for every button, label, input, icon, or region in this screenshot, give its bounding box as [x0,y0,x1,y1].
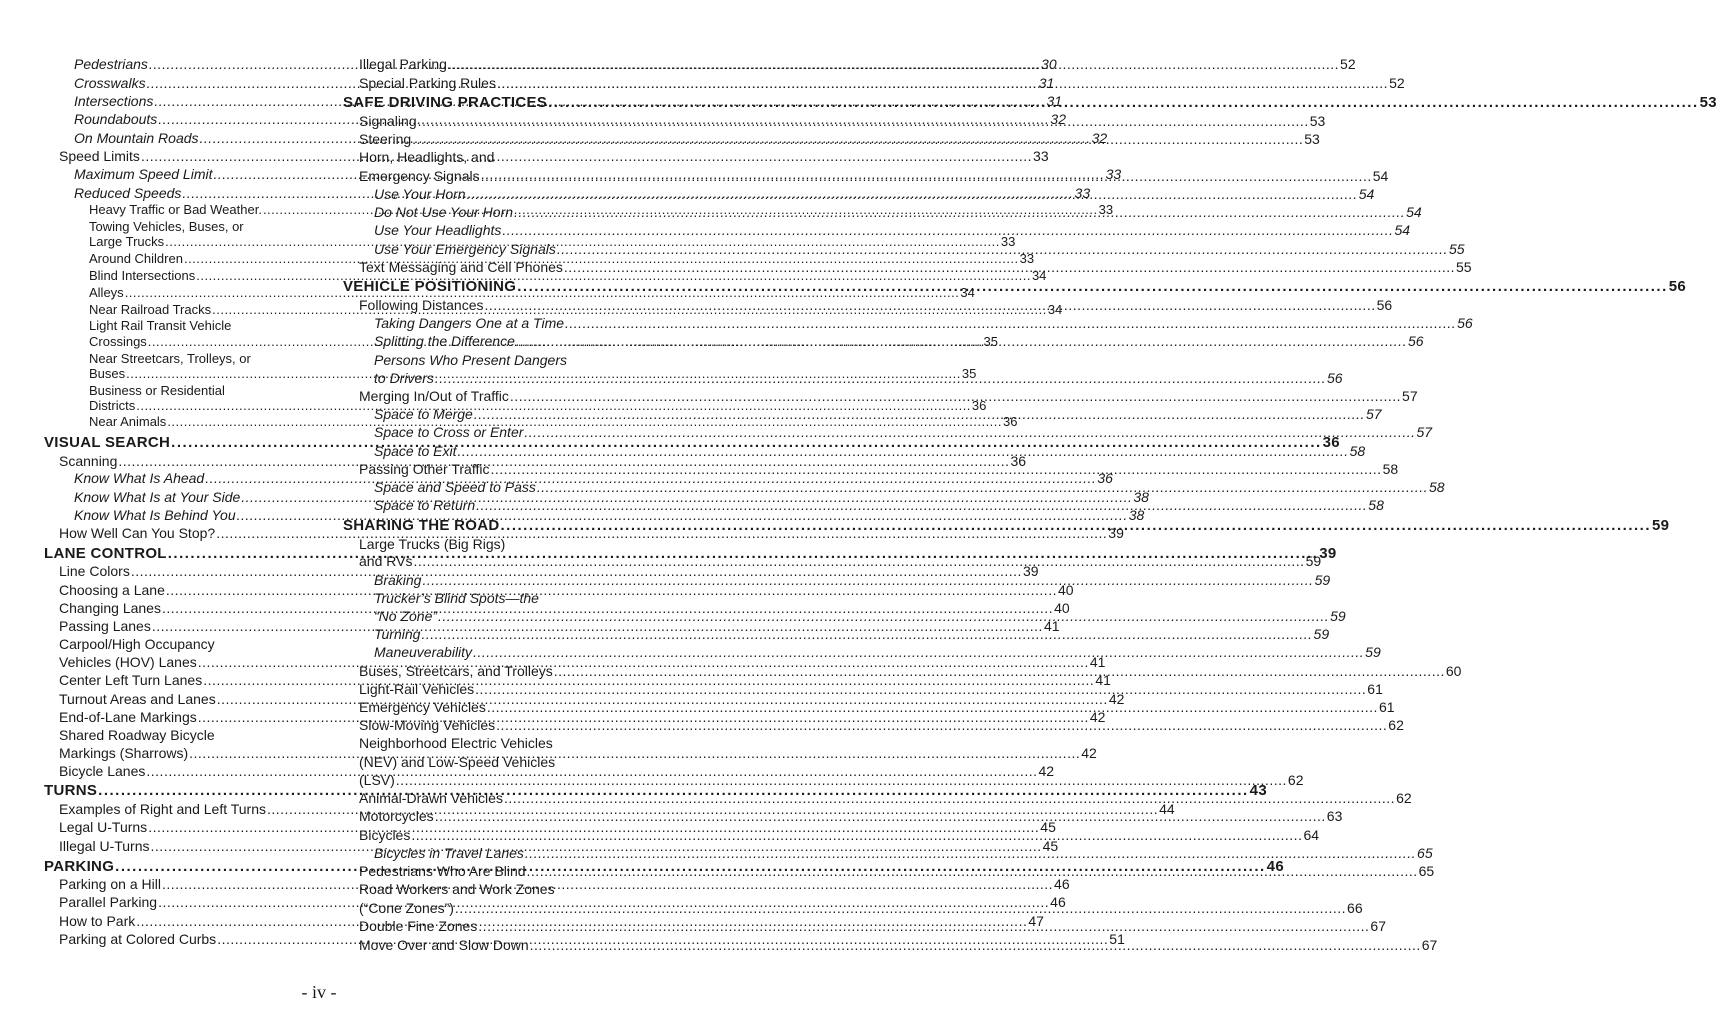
toc-page-number: 59 [1365,644,1381,660]
toc-entry [359,553,1322,569]
toc-entry-title: Illegal Parking [359,56,447,72]
toc-entry-title: Crosswalks [74,75,146,91]
dot-leader [421,626,1312,642]
toc-entry-title: Know What Is Ahead [74,470,205,486]
toc-page-number: 33 [1033,148,1049,164]
toc-entry-title: Line Colors [59,563,130,579]
toc-entry [59,563,1039,579]
toc-entry-title: Scanning [59,453,118,469]
toc-page-number: 35 [961,366,977,381]
toc-entry-title: Braking [374,572,422,588]
toc-entry [374,222,1411,238]
dot-leader [496,717,1387,733]
toc-page-number: 53 [1309,113,1326,129]
toc-entry [374,572,1331,588]
toc-page-number: 36 [1322,434,1340,451]
toc-entry-title: Turning [374,626,421,642]
toc-entry [359,149,494,165]
toc-entry [374,644,1381,660]
toc-page-number: 46 [1266,858,1284,875]
toc-page-number: 36 [971,398,987,413]
toc-entry [374,424,1433,440]
toc-page-number: 33 [1074,185,1091,201]
toc-page-number: 35 [983,334,998,349]
toc-entry-title: Use Your Emergency Signals [374,241,556,257]
toc-page-number: 30 [1041,56,1057,72]
toc-entry-title: Business or Residential [89,383,225,398]
dot-leader [487,699,1378,715]
toc-entry-title: Districts [89,398,136,413]
toc-page-number: 55 [1456,259,1472,275]
toc-entry [59,672,1111,688]
toc-page-number: 65 [1417,845,1433,861]
dot-leader [413,553,1304,569]
toc-entry [359,881,555,897]
toc-entry-title: Trucker’s Blind Spots—the [374,590,539,606]
toc-page-number: 62 [1287,772,1304,788]
toc-page-number: 56 [1327,370,1343,386]
toc-entry-title: Text Messaging and Cell Phones [359,259,563,275]
dot-leader [516,333,1407,349]
toc-entry-title: “No Zone” [374,608,438,624]
toc-entry-title: Slow-Moving Vehicles [359,717,496,733]
toc-entry-title: Parking at Colored Curbs [59,931,217,947]
page-number: - iv - [301,982,337,1002]
toc-entry-title: PARKING [44,858,115,875]
toc-entry-title: Parking on a Hill [59,876,161,892]
toc-page-number: 61 [1367,681,1383,697]
toc-page-number: 62 [1396,790,1412,806]
toc-page-number: 64 [1303,827,1320,843]
toc-page-number: 31 [1038,75,1055,91]
dot-leader [502,222,1393,238]
toc-page-number: 34 [1047,302,1063,317]
toc-entry-title: Speed Limits [59,148,140,164]
toc-page-number: 52 [1340,56,1356,72]
dot-leader [490,461,1381,477]
toc-page-number: 56 [1457,315,1473,331]
toc-entry-title: Center Left Turn Lanes [59,672,203,688]
toc-page-number: 40 [1054,600,1070,616]
dot-leader [474,406,1365,422]
toc-page-number: 67 [1370,918,1386,934]
toc-entry [59,654,1106,670]
toc-page-number: 39 [1022,563,1039,579]
toc-entry-title: Taking Dangers One at a Time [374,315,565,331]
toc-entry-title: Use Your Headlights [374,222,502,238]
dot-leader [537,479,1428,495]
toc-page-number: 51 [1109,931,1125,947]
dot-leader [418,113,1309,129]
toc-entry-title: Large Trucks (Big Rigs) [359,536,506,552]
dot-leader [435,808,1326,824]
toc-entry-title: Bicycles [359,827,411,843]
toc-entry-title: Turnout Areas and Lanes [59,691,216,707]
toc-entry-title: How to Park [59,913,136,929]
toc-entry-title: Do Not Use Your Horn [374,204,514,220]
toc-entry-title: Special Parking Rules [359,75,496,91]
toc-entry-title: Shared Roadway Bicycle [59,727,215,743]
toc-page-number: 42 [1108,691,1125,707]
toc-page-number: 53 [1304,131,1320,147]
toc-entry-title: (NEV) and Low-Speed Vehicles [359,754,556,770]
toc-entry-title: Choosing a Lane [59,582,165,598]
toc-entry-title: Space to Return [374,497,476,513]
toc-page-number: 56 [1668,278,1687,295]
toc-entry-title: and RVs [359,553,413,569]
toc-entry-title: Carpool/High Occupancy [59,636,215,652]
toc-entry-title: Markings (Sharrows) [59,745,189,761]
toc-page-number: 56 [1407,333,1424,349]
toc-page-number: 36 [1010,453,1027,469]
toc-entry-title: Vehicles (HOV) Lanes [59,654,197,670]
toc-entry-title: Emergency Vehicles [359,699,486,715]
toc-entry [89,268,1047,283]
toc-page-number: 34 [1031,268,1047,283]
toc-entry-title: Roundabouts [74,111,158,127]
toc-entry-title: How Well Can You Stop? [59,525,216,541]
toc-page-number: 57 [1402,388,1418,404]
toc-page-number: 57 [1416,424,1433,440]
dot-leader [141,148,1032,164]
toc-entry-title: Blind Intersections [89,268,196,283]
toc-page-number: 40 [1057,582,1074,598]
toc-entry-title: SHARING THE ROAD [343,517,500,534]
toc-page-number: 34 [960,285,975,300]
dot-leader [411,827,1302,843]
toc-entry-title: Near Railroad Tracks [89,302,212,317]
toc-page-number: 59 [1305,553,1322,569]
dot-leader [467,186,1358,202]
dot-leader [189,745,1080,761]
dot-leader [500,517,1651,534]
toc-page-number: 60 [1445,663,1462,679]
dot-leader [548,94,1699,111]
toc-entry-title: Near Animals [89,414,167,429]
toc-page-number: 54 [1372,168,1389,184]
toc-page-number: 32 [1091,130,1108,146]
toc-entry-title: Steering [359,131,412,147]
dot-leader [564,259,1455,275]
toc-entry-title: Emergency Signals [359,168,480,184]
toc-page-number: 47 [1028,913,1044,929]
toc-entry-title: Use Your Horn [374,186,466,202]
toc-entry-title: Persons Who Present Dangers [374,352,567,368]
dot-leader [412,131,1303,147]
toc-page-number: 33 [1105,166,1122,182]
toc-entry [59,745,1097,761]
dot-leader [448,56,1339,72]
dot-leader [524,424,1415,440]
toc-page-number: 58 [1349,443,1366,459]
toc-entry-title: Know What Is Behind You [74,507,236,523]
toc-page-number: 42 [1038,763,1055,779]
toc-entry-title: to Drivers [374,370,434,386]
dot-leader [481,168,1372,184]
toc-entry [374,352,567,368]
toc-entry-title: End-of-Lane Markings [59,709,197,725]
toc-entry-title: Maneuverability [374,644,473,660]
dot-leader [435,370,1326,386]
toc-entry [359,772,1304,788]
toc-entry-title: Passing Lanes [59,618,151,634]
toc-page-number: 58 [1382,461,1399,477]
toc-page-number: 36 [1003,414,1018,429]
toc-entry-title: Large Trucks [89,234,165,249]
toc-entry-title: Legal U-Turns [59,819,148,835]
dot-leader [530,937,1421,953]
toc-page-number: 42 [1081,745,1097,761]
toc-entry [374,315,1473,331]
toc-page-number: 59 [1314,572,1331,588]
toc-page-number: 63 [1326,808,1343,824]
toc-page-number: 54 [1394,222,1411,238]
toc-entry-title: VEHICLE POSITIONING [343,278,517,295]
toc-entry [374,590,539,606]
toc-entry [374,479,1445,495]
toc-page-number: 39 [1319,545,1337,562]
toc-entry [89,318,231,333]
toc-page-number: 41 [1095,672,1111,688]
dot-leader [473,644,1364,660]
toc-entry-title: Know What Is at Your Side [74,489,241,505]
toc-page-number: 54 [1406,204,1422,220]
toc-entry-title: Buses [89,366,126,381]
toc-entry [59,763,1055,779]
toc-page-number: 59 [1330,608,1346,624]
toc-entry-title: Double Fine Zones [359,918,478,934]
toc-entry-title: Motorcycles [359,808,434,824]
toc-entry [374,443,1366,459]
dot-leader [455,900,1346,916]
dot-leader [478,918,1369,934]
toc-entry-title: Neighborhood Electric Vehicles [359,735,553,751]
toc-page-number: 58 [1368,497,1384,513]
toc-entry [89,351,251,366]
toc-entry-title: Reduced Speeds [74,185,182,201]
toc-entry [359,663,1462,679]
toc-page-number: 41 [1089,654,1106,670]
toc-entry-title: VISUAL SEARCH [44,434,171,451]
toc-entry [89,251,1035,266]
dot-leader [557,241,1448,257]
toc-page-number: 65 [1418,863,1435,879]
dot-leader [438,608,1329,624]
toc-entry-title: Animal-Drawn Vehicles [359,790,503,806]
toc-page-number: 46 [1054,876,1070,892]
toc-entry-title: Space and Speed to Pass [374,479,536,495]
toc-entry [59,636,215,652]
dot-leader [476,497,1367,513]
toc-entry [74,470,1113,486]
toc-page-number: 45 [1042,838,1059,854]
toc-entry-title: Alleys [89,285,124,300]
toc-entry-title: Examples of Right and Left Turns [59,801,266,817]
dot-leader [458,443,1349,459]
toc-page-number: 45 [1040,819,1056,835]
toc-entry-title: Passing Other Traffic [359,461,490,477]
toc-entry-title: Towing Vehicles, Buses, or [89,219,244,234]
toc-page-number: 42 [1089,709,1106,725]
toc-entry-title: Intersections [74,93,154,109]
toc-entry [359,259,1472,275]
toc-page-number: 33 [1019,251,1035,266]
toc-page-number: 67 [1421,937,1438,953]
toc-entry [89,383,225,398]
toc-entry-title: Light Rail Transit Vehicle [89,318,232,333]
toc-entry-title: Pedestrians [74,56,148,72]
toc-entry [89,398,987,413]
toc-entry-title: Space to Merge [374,406,473,422]
toc-page-number: 62 [1388,717,1404,733]
toc-page-number: 33 [1000,234,1016,249]
toc-entry [74,507,1145,523]
toc-entry-title: Light-Rail Vehicles [359,681,475,697]
toc-page-number: 39 [1108,525,1124,541]
toc-entry-title: Space to Cross or Enter [374,424,524,440]
toc-page-number: 43 [1249,782,1267,799]
dot-leader [475,681,1366,697]
toc-entry-title: Parallel Parking [59,894,158,910]
toc-entry-title: Pedestrians Who Are Blind [359,863,526,879]
toc-page-number: 57 [1365,406,1382,422]
toc-page-number: 38 [1133,489,1149,505]
toc-entry-title: Crossings [89,334,147,349]
toc-page-number: 61 [1378,699,1395,715]
toc-page-number: 55 [1448,241,1465,257]
toc-entry-title: Heavy Traffic or Bad Weather. [89,202,262,217]
toc-page-number: 54 [1358,186,1375,202]
toc-entry-title: TURNS [44,782,98,799]
toc-page-number: 46 [1050,894,1066,910]
dot-leader [497,75,1388,91]
toc-entry [89,219,244,234]
toc-entry [359,735,553,751]
toc-entry-title: Maximum Speed Limit [74,166,213,182]
dot-leader [514,204,1405,220]
toc-page-number: 36 [1097,470,1113,486]
toc-entry-title: Following Distances [359,297,484,313]
toc-entry [359,681,1383,697]
dot-leader [527,863,1418,879]
toc-entry-title: Bicycle Lanes [59,763,146,779]
dot-leader [525,845,1416,861]
dot-leader [554,663,1445,679]
toc-entry-title: On Mountain Roads [74,130,199,146]
toc-entry-title: Move Over and Slow Down [359,937,529,953]
toc-entry-title: LANE CONTROL [44,545,167,562]
toc-page-number: 31 [1046,93,1063,109]
toc-page-number: 59 [1651,517,1670,534]
toc-page-number: 66 [1347,900,1363,916]
dot-leader [485,297,1376,313]
toc-entry-title: Space to Exit [374,443,457,459]
toc-entry-title: Changing Lanes [59,600,161,616]
toc-entry-title: Merging In/Out of Traffic [359,388,509,404]
toc-page-number: 56 [1376,297,1393,313]
toc-entry-title: Bicycles in Travel Lanes [374,845,524,861]
toc-entry-title: Buses, Streetcars, and Trolleys [359,663,553,679]
toc-entry-title: Signaling [359,113,417,129]
toc-entry-title: Splitting the Difference [374,333,515,349]
toc-page-number: 32 [1050,111,1066,127]
toc-entry-title: SAFE DRIVING PRACTICES [343,94,548,111]
toc-entry-title: (“Cone Zones”) [359,900,454,916]
dot-leader [510,388,1401,404]
toc-page-number: 44 [1159,801,1175,817]
toc-page-number: 38 [1128,507,1145,523]
toc-entry-title: (LSV) [359,772,395,788]
toc-entry-title: Near Streetcars, Trolleys, or [89,351,251,366]
dot-leader [396,772,1287,788]
toc-page-number: 52 [1389,75,1405,91]
toc-entry-title: Illegal U-Turns [59,838,150,854]
toc-entry [359,388,1418,404]
dot-leader [504,790,1395,806]
toc-entry-title: Around Children [89,251,183,266]
toc-page-number: 59 [1313,626,1330,642]
dot-leader [517,278,1668,295]
toc-page-number: 58 [1429,479,1445,495]
dot-leader [565,315,1456,331]
toc-page-number: 41 [1043,618,1060,634]
toc-page-number: 53 [1699,94,1717,111]
toc-entry [359,754,555,770]
toc-entry [59,727,215,743]
toc-entry-title: Horn, Headlights, and [359,149,495,165]
toc-page-number: 33 [1098,202,1114,217]
toc-entry-title: Road Workers and Work Zones [359,881,555,897]
dot-leader [422,572,1313,588]
toc-entry [359,536,505,552]
